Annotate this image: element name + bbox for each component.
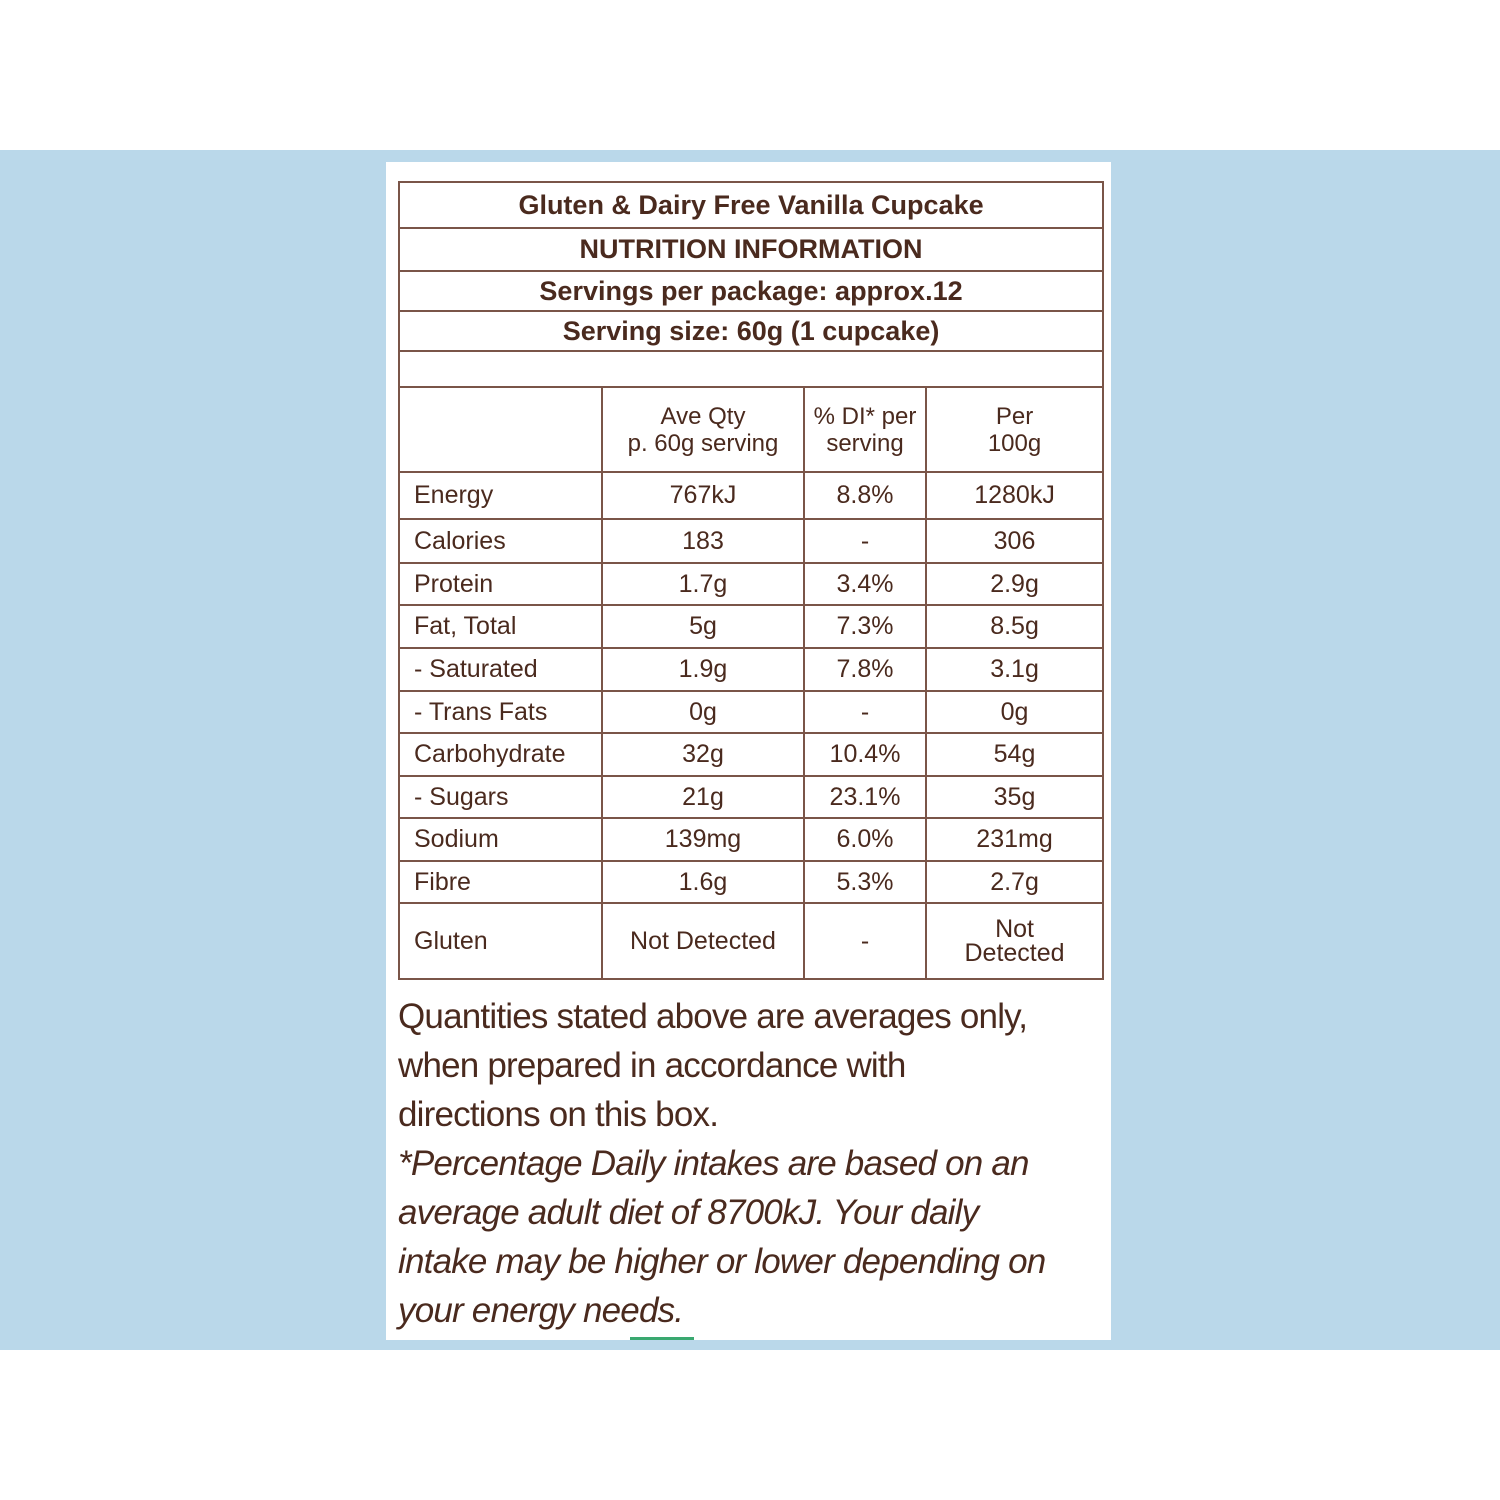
table-row <box>399 818 1103 861</box>
per-serving-value: 1.9g <box>602 648 804 691</box>
footnote <box>398 992 1108 1335</box>
nutrient-name: Fat, Total <box>399 605 602 648</box>
averages-note-line3: directions on this box. <box>398 1095 719 1134</box>
nutrition-table <box>398 181 1104 980</box>
averages-note-line2: when prepared in accordance with <box>398 1046 906 1085</box>
per-100g-value: 3.1g <box>926 648 1103 691</box>
per-serving-value: Not Detected <box>602 903 804 979</box>
column-header-blank <box>399 387 602 472</box>
per-100g-value: 231mg <box>926 818 1103 861</box>
table-row <box>399 472 1103 519</box>
nutrient-name: - Saturated <box>399 648 602 691</box>
serving-size-row <box>399 311 1103 351</box>
di-value: - <box>804 903 926 979</box>
per-serving-value: 183 <box>602 519 804 563</box>
table-row <box>399 563 1103 605</box>
per-100g-line1: Not <box>995 915 1034 943</box>
di-value: 7.3% <box>804 605 926 648</box>
serving-size: Serving size: 60g (1 cupcake) <box>399 311 1103 351</box>
di-note-line3: intake may be higher or lower depending on <box>398 1242 1046 1281</box>
nutrient-name: - Sugars <box>399 776 602 818</box>
di-value: 7.8% <box>804 648 926 691</box>
per-serving-value: 1.7g <box>602 563 804 605</box>
spacer-row <box>399 351 1103 387</box>
nutrient-name: Calories <box>399 519 602 563</box>
ave-qty-line1: Ave Qty <box>660 402 746 430</box>
green-accent-bar <box>630 1337 694 1340</box>
per-100g-value <box>926 903 1103 979</box>
di-value: - <box>804 691 926 733</box>
per-serving-value: 0g <box>602 691 804 733</box>
title-row <box>399 182 1103 228</box>
di-note-line1: *Percentage Daily intakes are based on an <box>398 1144 1029 1183</box>
table-row <box>399 691 1103 733</box>
column-header-row <box>399 387 1103 472</box>
table-row <box>399 733 1103 776</box>
di-note-line4: your energy needs. <box>398 1291 684 1330</box>
nutrient-name: Fibre <box>399 861 602 903</box>
per-serving-value: 767kJ <box>602 472 804 519</box>
spacer-cell <box>399 351 1103 387</box>
per100-line1: Per <box>995 402 1034 430</box>
per-100g-value: 35g <box>926 776 1103 818</box>
per-100g-value: 306 <box>926 519 1103 563</box>
table-row <box>399 903 1103 979</box>
per-serving-value: 139mg <box>602 818 804 861</box>
di-value: 6.0% <box>804 818 926 861</box>
servings-per-package: Servings per package: approx.12 <box>399 271 1103 311</box>
column-header-ave-qty <box>602 387 804 472</box>
di-note-line2: average adult diet of 8700kJ. Your daily <box>398 1193 979 1232</box>
nutrient-name: Sodium <box>399 818 602 861</box>
nutrient-name: Protein <box>399 563 602 605</box>
ave-qty-line2: p. 60g serving <box>627 429 779 457</box>
di-line2: serving <box>826 429 904 457</box>
nutrient-name: Gluten <box>399 903 602 979</box>
table-row <box>399 519 1103 563</box>
nutrient-name: Carbohydrate <box>399 733 602 776</box>
heading-row <box>399 228 1103 271</box>
column-header-di <box>804 387 926 472</box>
per-100g-line2: Detected <box>964 939 1065 967</box>
nutrient-name: Energy <box>399 472 602 519</box>
averages-note-line1: Quantities stated above are averages only, <box>398 997 1028 1036</box>
nutrient-name: - Trans Fats <box>399 691 602 733</box>
di-value: - <box>804 519 926 563</box>
di-value: 23.1% <box>804 776 926 818</box>
di-value: 8.8% <box>804 472 926 519</box>
column-header-per100 <box>926 387 1103 472</box>
per-100g-value: 1280kJ <box>926 472 1103 519</box>
per-serving-value: 21g <box>602 776 804 818</box>
per-serving-value: 1.6g <box>602 861 804 903</box>
di-value: 3.4% <box>804 563 926 605</box>
per100-line2: 100g <box>987 429 1042 457</box>
per-100g-value: 54g <box>926 733 1103 776</box>
nutrition-heading: NUTRITION INFORMATION <box>399 228 1103 271</box>
product-title: Gluten & Dairy Free Vanilla Cupcake <box>399 182 1103 228</box>
per-100g-value: 8.5g <box>926 605 1103 648</box>
table-row <box>399 776 1103 818</box>
per-100g-value: 2.7g <box>926 861 1103 903</box>
per-serving-value: 5g <box>602 605 804 648</box>
per-100g-value: 2.9g <box>926 563 1103 605</box>
di-value: 5.3% <box>804 861 926 903</box>
table-row <box>399 605 1103 648</box>
table-row <box>399 648 1103 691</box>
di-line1: % DI* per <box>813 402 917 430</box>
servings-row <box>399 271 1103 311</box>
per-serving-value: 32g <box>602 733 804 776</box>
table-row <box>399 861 1103 903</box>
di-value: 10.4% <box>804 733 926 776</box>
per-100g-value: 0g <box>926 691 1103 733</box>
